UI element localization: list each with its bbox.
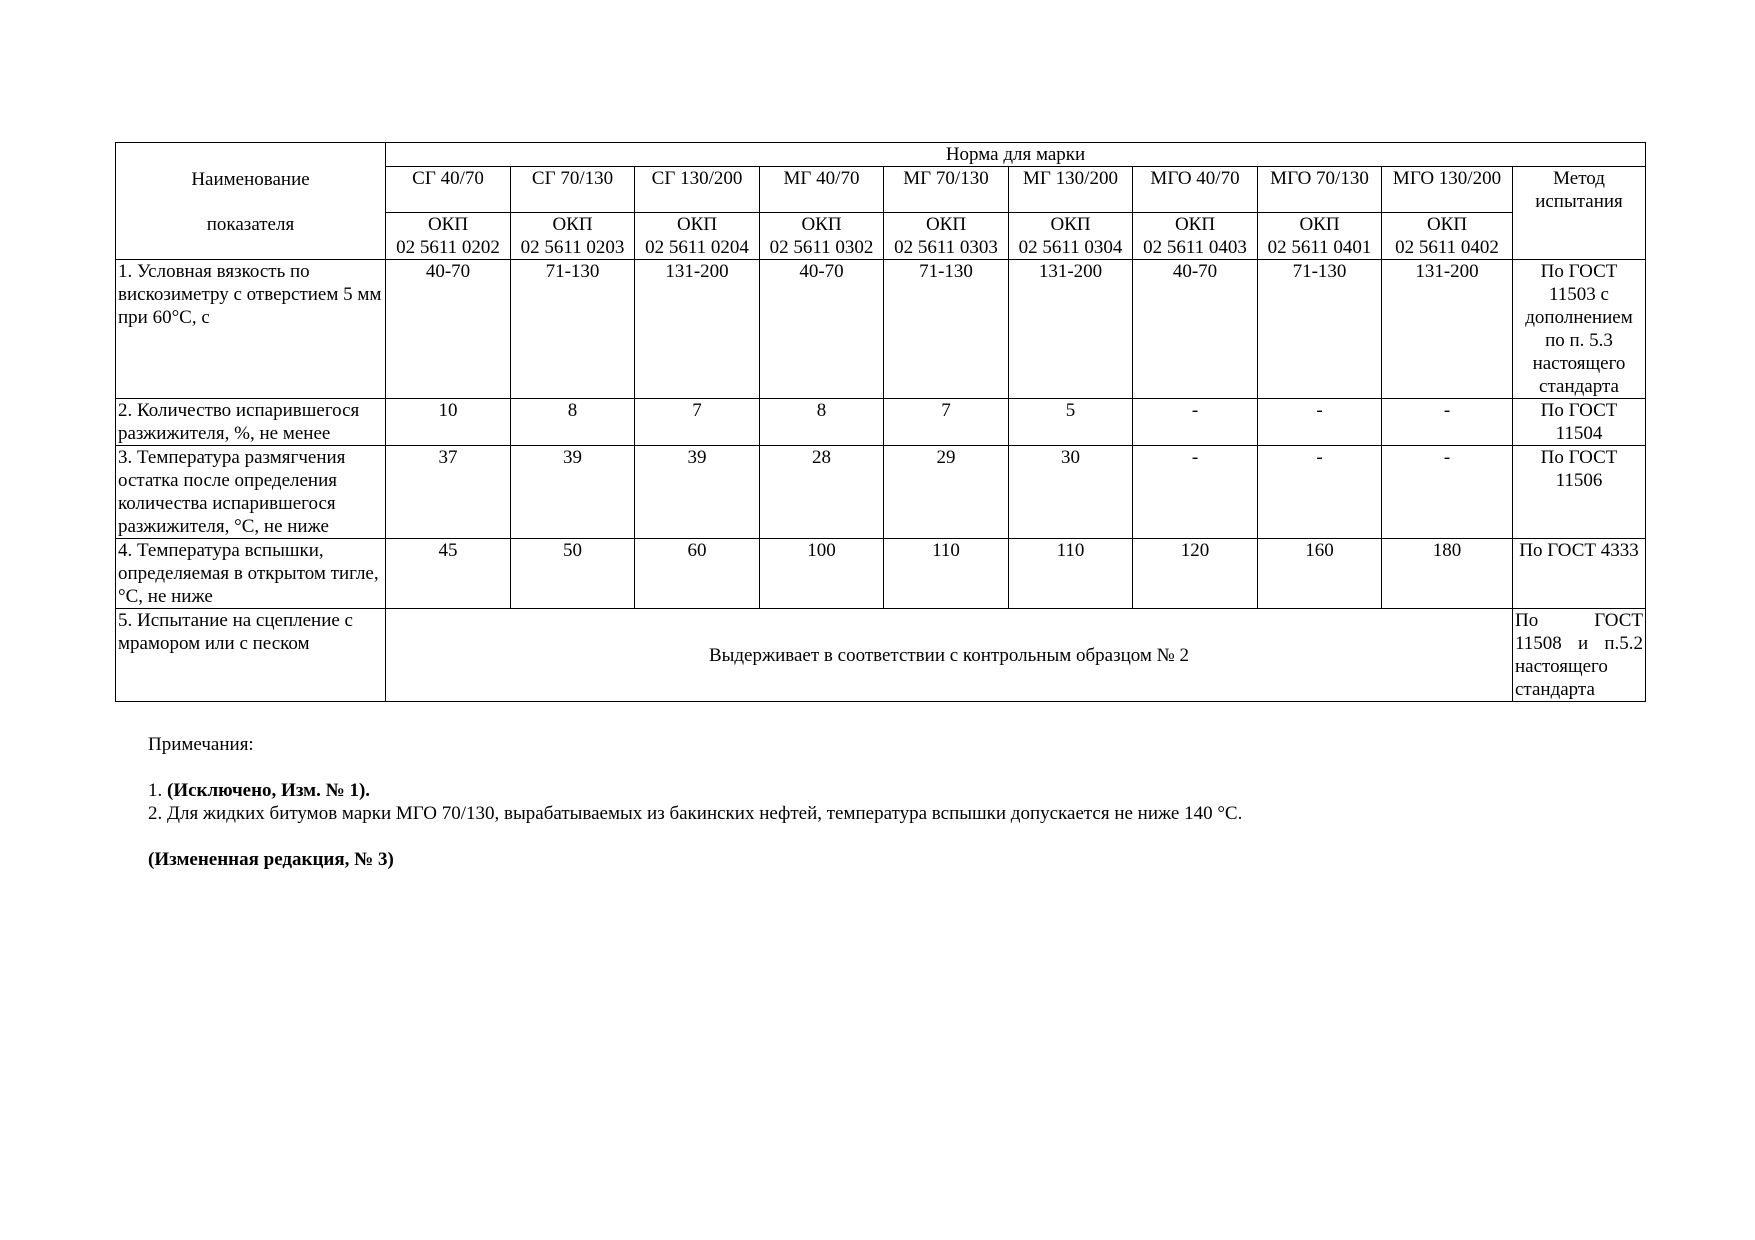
okp-code: 02 5611 0302 — [769, 237, 874, 258]
value-cell: 39 — [635, 446, 760, 539]
table-header-row-okp — [116, 213, 1646, 260]
table-header-row-group — [116, 143, 1646, 167]
value-cell: 39 — [511, 446, 635, 539]
okp-cell — [1009, 213, 1133, 260]
indicator-name-header-bottom: показателя — [116, 213, 386, 260]
value-cell: 7 — [884, 399, 1009, 446]
value-cell: 131-200 — [1382, 260, 1513, 399]
value-cell: 71-130 — [1258, 260, 1382, 399]
value-cell: 100 — [760, 539, 884, 609]
value-cell: 50 — [511, 539, 635, 609]
note-1-excluded: (Исключено, Изм. № 1). — [167, 780, 371, 801]
value-cell: 40-70 — [1133, 260, 1258, 399]
mark-header: МГ 40/70 — [760, 167, 884, 213]
okp-code: 02 5611 0403 — [1143, 237, 1247, 258]
okp-label: ОКП — [552, 214, 593, 235]
indicator-cell: 2. Количество испарившегося разжижителя, %, не менее — [116, 399, 386, 446]
value-cell: 71-130 — [884, 260, 1009, 399]
value-cell: 40-70 — [760, 260, 884, 399]
okp-code: 02 5611 0203 — [520, 237, 625, 258]
okp-cell — [1133, 213, 1258, 260]
mark-header: СГ 70/130 — [511, 167, 635, 213]
mark-header: СГ 40/70 — [386, 167, 511, 213]
indicator-cell: 1. Условная вязкость по вискозиметру с отверстием 5 мм при 60°С, с — [116, 260, 386, 399]
table-row — [116, 609, 1646, 702]
adhesion-result-cell: Выдерживает в соответствии с контрольным образцом № 2 — [386, 609, 1513, 702]
okp-code: 02 5611 0401 — [1267, 237, 1372, 258]
okp-label: ОКП — [1174, 214, 1216, 235]
method-cell: По ГОСТ 11504 — [1513, 399, 1646, 446]
value-cell: - — [1133, 399, 1258, 446]
value-cell: 7 — [635, 399, 760, 446]
method-cell: По ГОСТ 4333 — [1513, 539, 1646, 609]
bitumen-spec-table — [115, 142, 1646, 702]
okp-cell — [1382, 213, 1513, 260]
mark-header: МГО 40/70 — [1133, 167, 1258, 213]
value-cell: 45 — [386, 539, 511, 609]
okp-cell — [884, 213, 1009, 260]
value-cell: 29 — [884, 446, 1009, 539]
mark-header: СГ 130/200 — [635, 167, 760, 213]
okp-label: ОКП — [1050, 214, 1091, 235]
mark-header: МГ 70/130 — [884, 167, 1009, 213]
mark-header: МГ 130/200 — [1009, 167, 1133, 213]
value-cell: 71-130 — [511, 260, 635, 399]
okp-cell — [635, 213, 760, 260]
method-cell: По ГОСТ 11506 — [1513, 446, 1646, 539]
notes-section — [148, 733, 1648, 871]
indicator-name-header-top: Наименование — [116, 143, 386, 213]
okp-code: 02 5611 0303 — [894, 237, 998, 258]
value-cell: 60 — [635, 539, 760, 609]
value-cell: 37 — [386, 446, 511, 539]
okp-code: 02 5611 0402 — [1395, 237, 1499, 258]
value-cell: 40-70 — [386, 260, 511, 399]
note-1-prefix: 1. — [148, 780, 167, 801]
value-cell: 160 — [1258, 539, 1382, 609]
table-row — [116, 260, 1646, 399]
okp-cell — [511, 213, 635, 260]
notes-spacer — [148, 825, 1648, 848]
value-cell: 131-200 — [1009, 260, 1133, 399]
okp-cell — [760, 213, 884, 260]
notes-spacer — [148, 756, 1648, 779]
value-cell: 5 — [1009, 399, 1133, 446]
value-cell: - — [1382, 399, 1513, 446]
method-cell: По ГОСТ 11508 и п.5.2 настоящего стандарта — [1513, 609, 1646, 702]
mark-header: МГО 70/130 — [1258, 167, 1382, 213]
value-cell: 120 — [1133, 539, 1258, 609]
value-cell: 30 — [1009, 446, 1133, 539]
table-row — [116, 539, 1646, 609]
indicator-cell: 3. Температура размягчения остатка после определения количества испарившегося разжижителя, °С, не ниже — [116, 446, 386, 539]
okp-cell — [386, 213, 511, 260]
table-row — [116, 399, 1646, 446]
okp-label: ОКП — [676, 214, 718, 235]
norm-group-header: Норма для марки — [386, 143, 1646, 167]
mark-header: МГО 130/200 — [1382, 167, 1513, 213]
value-cell: 110 — [1009, 539, 1133, 609]
okp-label: ОКП — [427, 214, 469, 235]
okp-label: ОКП — [1299, 214, 1340, 235]
okp-label: ОКП — [1426, 214, 1468, 235]
okp-code: 02 5611 0204 — [645, 237, 749, 258]
value-cell: 28 — [760, 446, 884, 539]
okp-label: ОКП — [925, 214, 967, 235]
value-cell: 131-200 — [635, 260, 760, 399]
value-cell: 8 — [511, 399, 635, 446]
indicator-cell: 5. Испытание на сцепление с мрамором или с песком — [116, 609, 386, 702]
note-2: 2. Для жидких битумов марки МГО 70/130, вырабатываемых из бакинских нефтей, температура вспышки допускается не ниже 140 °С. — [148, 803, 1243, 824]
notes-heading: Примечания: — [148, 734, 254, 755]
indicator-cell: 4. Температура вспышки, определяемая в открытом тигле, °С, не ниже — [116, 539, 386, 609]
method-cell: По ГОСТ 11503 с дополнением по п. 5.3 настоящего стандарта — [1513, 260, 1646, 399]
table-row — [116, 446, 1646, 539]
okp-label: ОКП — [801, 214, 842, 235]
okp-cell — [1258, 213, 1382, 260]
value-cell: - — [1258, 399, 1382, 446]
method-header: Метод испытания — [1513, 167, 1646, 260]
revision-note: (Измененная редакция, № 3) — [148, 849, 394, 870]
value-cell: 8 — [760, 399, 884, 446]
value-cell: 10 — [386, 399, 511, 446]
value-cell: - — [1133, 446, 1258, 539]
value-cell: 180 — [1382, 539, 1513, 609]
note-1 — [148, 779, 1648, 802]
value-cell: - — [1258, 446, 1382, 539]
okp-code: 02 5611 0304 — [1018, 237, 1123, 258]
value-cell: 110 — [884, 539, 1009, 609]
value-cell: - — [1382, 446, 1513, 539]
okp-code: 02 5611 0202 — [396, 237, 500, 258]
